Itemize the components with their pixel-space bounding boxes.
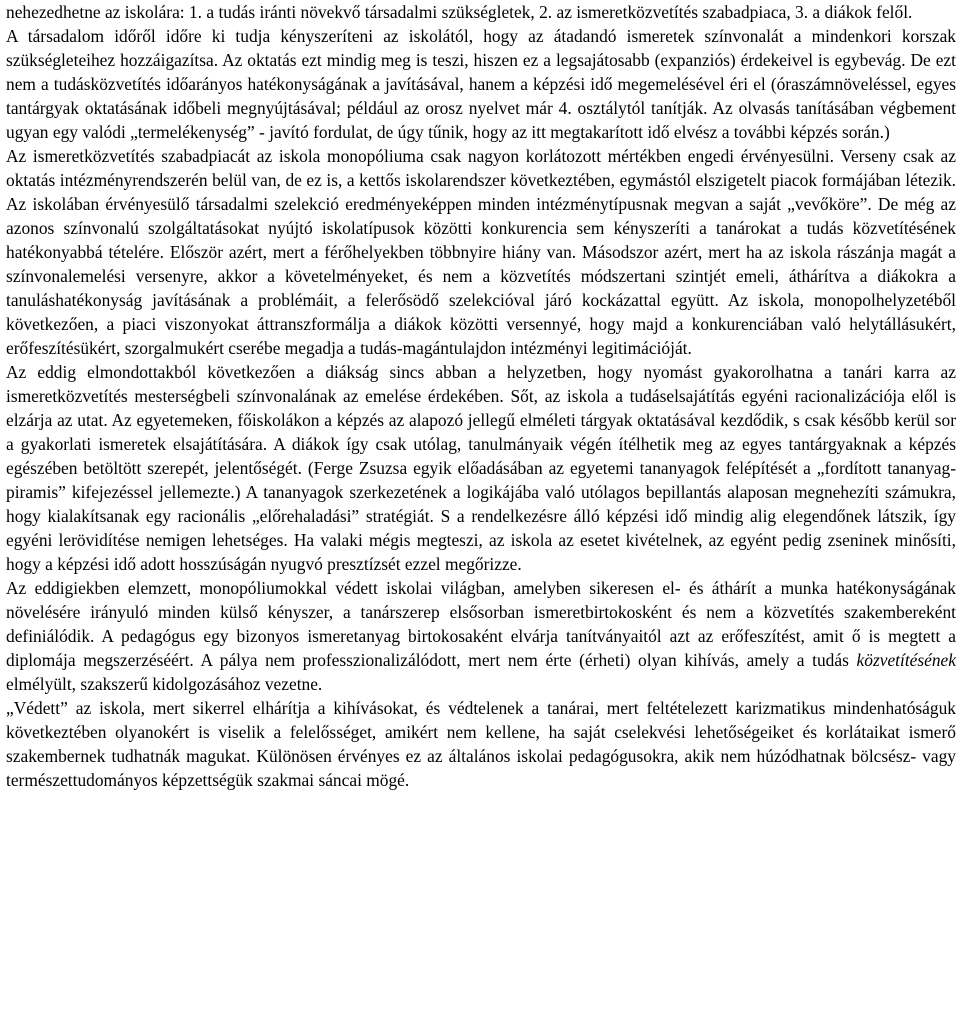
paragraph xyxy=(6,24,956,144)
text-run: Az eddigiekben elemzett, monopóliumokkal védett iskolai világban, amelyben sikeresen el- és áthárít a munka hatékonyságának növelésére irányuló minden külső kényszer, a tanárszerep elsősorban ismeretbirtokosként és nem a közvetítés szakembereként definiálódik. A pedagógus egy bizonyos ismeretanyag birtokosaként elvárja tanítványaitól azt az erőfeszítést, amit ő is megtett a diplomája megszerzéséért. A pálya nem professzionalizálódott, mert nem érte (érheti) olyan kihívás, amely a tudás xyxy=(6,578,956,670)
text-run: Az eddig elmondottakból következően a diákság sincs abban a helyzetben, hogy nyomást gyakorolhatna a tanári karra az ismeretközvetítés mesterségbeli színvonalának az emelése érdekében. Sőt, az iskola a tudáselsajátítás egyéni racionalizációja elől is elzárja az utat. Az egyetemeken, főiskolákon a képzés az alapozó jellegű elméleti tárgyak oktatásával kezdődik, s csak később kerül sor a gyakorlati ismeretek elsajátítására. A diákok így csak utólag, tanulmányaik végén ítélhetik meg az egyes tantárgyaknak a képzés egészében betöltött szerepét, jelentőségét. (Ferge Zsuzsa egyik előadásában az egyetemi tananyagok felépítését a „fordított tananyag-piramis” kifejezéssel jellemezte.) A tananyagok szerkezetének a logikájába való utólagos bepillantás alaposan megnehezíti számukra, hogy kialakítsanak egy racionális „előrehaladási” stratégiát. S a rendelkezésre álló képzési idő mindig alig elegendőnek látszik, így egyéni lerövidítése nemigen lehetséges. Ha valaki mégis megteszi, az iskola az esetet kivételnek, az egyént pedig zseninek minősíti, hogy a képzési idő adott hosszúságán nyugvó presztízsét ezzel megőrizze. xyxy=(6,362,956,574)
italic-text: közvetítésének xyxy=(856,650,956,670)
text-run: elmélyült, szakszerű kidolgozásához vezetne. xyxy=(6,674,323,694)
paragraph xyxy=(6,360,956,576)
paragraph xyxy=(6,696,956,792)
document-body xyxy=(6,0,956,792)
paragraph xyxy=(6,0,956,24)
paragraph xyxy=(6,576,956,696)
text-run: „Védett” az iskola, mert sikerrel elhárítja a kihívásokat, és védtelenek a tanárai, mert feltételezett karizmatikus mindenhatóságuk következtében olyanokért is viselik a felelősséget, amikért nem kellene, ha saját cselekvési lehetőségeiket és korlátaikat ismerő szakembernek tudhatnák magukat. Különösen érvényes ez az általános iskolai pedagógusokra, akik nem húzódhatnak bölcsész- vagy természettudományos képzettségük szakmai sáncai mögé. xyxy=(6,698,956,790)
text-run: Az ismeretközvetítés szabadpiacát az iskola monopóliuma csak nagyon korlátozott mértékben engedi érvényesülni. Verseny csak az oktatás intézményrendszerén belül van, de ez is, a kettős iskolarendszer következtében, egymástól elszigetelt piacok formájában létezik. Az iskolában érvényesülő társadalmi szelekció eredményeképpen minden intézménytípusnak megvan a saját „vevőköre”. De még az azonos színvonalú szolgáltatásokat nyújtó iskolatípusok közötti konkurencia sem kényszeríti a tanárokat a tudás közvetítésének hatékonyabbá tételére. Először azért, mert a férőhelyekben többnyire hiány van. Másodszor azért, mert ha az iskola rászánja magát a színvonalemelési versenyre, akkor a követelményeket, és nem a közvetítés módszertani szintjét emeli, áthárítva a diákokra a tanuláshatékonyság javításának a problémáit, a felerősödő szelekcióval járó kockázattal együtt. Az iskola, monopolhelyzetéből következően, a piaci viszonyokat áttranszformálja a diákok közötti versennyé, hogy majd a konkurenciában való helytállásukért, erőfeszítésükért, szorgalmukért cserébe megadja a tudás-magántulajdon intézményi legitimációját. xyxy=(6,146,956,358)
text-run: nehezedhetne az iskolára: 1. a tudás iránti növekvő társadalmi szükségletek, 2. az ismeretközvetítés szabadpiaca, 3. a diákok felől. xyxy=(6,2,913,22)
text-run: A társadalom időről időre ki tudja kényszeríteni az iskolától, hogy az átadandó ismeretek színvonalát a mindenkori korszak szükségleteihez hozzáigazítsa. Az oktatás ezt mindig meg is teszi, hiszen ez a legsajátosabb (expanziós) érdekeivel is egybevág. De ezt nem a tudásközvetítés időarányos hatékonyságának a javításával, hanem a képzési idő megemelésével éri el (óraszámnöveléssel, egyes tantárgyak oktatásának időbeli megnyújtásával; például az orosz nyelvet már 4. osztálytól tanítják. Az olvasás tanításában végbement ugyan egy valódi „termelékenység” - javító fordulat, de úgy tűnik, hogy az itt megtakarított idő elvész a további képzés során.) xyxy=(6,26,956,142)
paragraph xyxy=(6,144,956,360)
